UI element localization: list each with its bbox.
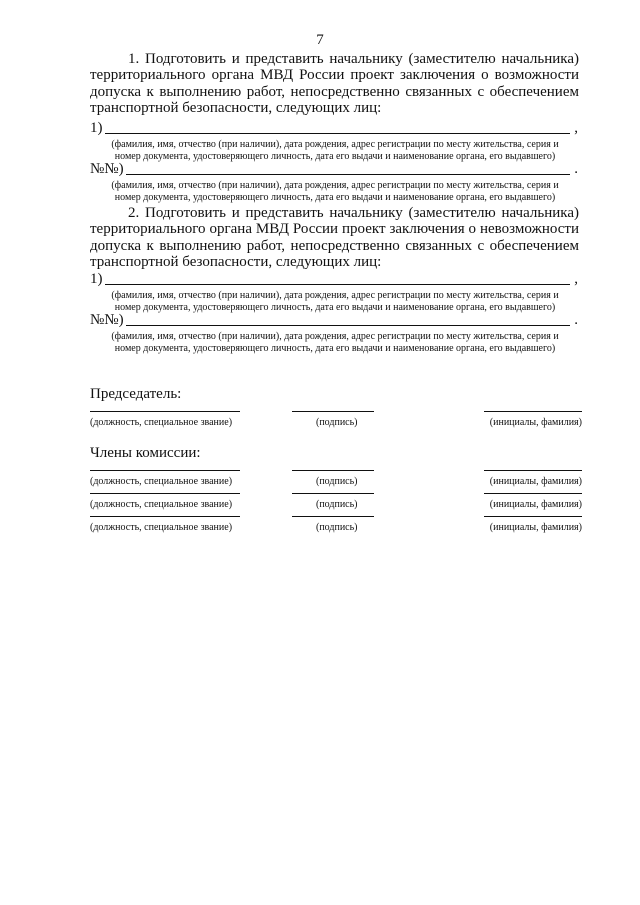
section-2-person-n-hint (90, 331, 580, 354)
hint-line: (фамилия, имя, отчество (при наличии), дата рождения, адрес регистрации по месту жительства, серия и (111, 290, 559, 301)
fill-line (120, 325, 570, 326)
section-1-person-1-hint (90, 139, 580, 162)
fill-line (120, 174, 570, 175)
item-label: 1) (90, 271, 103, 287)
name-line[interactable] (484, 411, 582, 412)
item-label: №№) (90, 312, 124, 328)
name-caption: (инициалы, фамилия) (489, 499, 582, 510)
item-punct: . (574, 312, 578, 328)
fill-line (104, 133, 570, 134)
position-caption: (должность, специальное звание) (90, 476, 233, 487)
hint-line: номер документа, удостоверяющего личность, дата его выдачи и наименование органа, его выдавшего) (114, 150, 556, 162)
signature-line[interactable] (292, 493, 374, 494)
position-line[interactable] (90, 470, 240, 471)
name-line[interactable] (484, 470, 582, 471)
hint-line: номер документа, удостоверяющего личность, дата его выдачи и наименование органа, его выдавшего) (114, 342, 556, 354)
page-number: 7 (316, 32, 324, 48)
hint-line: номер документа, удостоверяющего личность, дата его выдачи и наименование органа, его выдавшего) (114, 301, 556, 313)
position-line[interactable] (90, 516, 240, 517)
section-2-person-n-field[interactable] (90, 312, 580, 329)
name-caption: (инициалы, фамилия) (489, 417, 582, 428)
commission-signature-row (90, 470, 582, 488)
hint-line: (фамилия, имя, отчество (при наличии), дата рождения, адрес регистрации по месту жительства, серия и (111, 139, 559, 150)
section-1-line: транспортной безопасности, следующих лиц: (90, 100, 382, 117)
item-punct: , (574, 120, 578, 136)
signature-line[interactable] (292, 411, 374, 412)
position-caption: (должность, специальное звание) (90, 417, 233, 428)
position-line[interactable] (90, 411, 240, 412)
signature-line[interactable] (292, 470, 374, 471)
section-2-line: 2. Подготовить и представить начальнику (заместителю начальника) (128, 205, 579, 221)
section-2-line: допуска к выполнению работ, непосредственно связанных с обеспечением (90, 237, 579, 254)
commission-signature-row (90, 493, 582, 511)
section-2-person-1-field[interactable] (90, 271, 580, 288)
signature-caption: (подпись) (316, 499, 358, 510)
section-2-text (90, 205, 579, 271)
signature-line[interactable] (292, 516, 374, 517)
item-label: №№) (90, 161, 124, 177)
signature-caption: (подпись) (316, 522, 358, 533)
section-1-text (90, 51, 579, 117)
section-1-person-1-field[interactable] (90, 120, 580, 137)
signature-caption: (подпись) (316, 417, 358, 428)
chairman-signature-row (90, 411, 582, 429)
section-2-line: территориального органа МВД России проект заключения о невозможности (90, 221, 579, 238)
name-caption: (инициалы, фамилия) (489, 476, 582, 487)
fill-line (104, 284, 570, 285)
section-1-person-n-hint (90, 180, 580, 203)
position-caption: (должность, специальное звание) (90, 499, 233, 510)
section-1-line: допуска к выполнению работ, непосредственно связанных с обеспечением (90, 83, 579, 100)
commission-signature-row (90, 516, 582, 534)
hint-line: (фамилия, имя, отчество (при наличии), дата рождения, адрес регистрации по месту жительства, серия и (111, 331, 559, 342)
name-caption: (инициалы, фамилия) (489, 522, 582, 533)
name-line[interactable] (484, 493, 582, 494)
section-2-person-1-hint (90, 290, 580, 313)
section-1-person-n-field[interactable] (90, 161, 580, 178)
name-line[interactable] (484, 516, 582, 517)
item-label: 1) (90, 120, 103, 136)
position-line[interactable] (90, 493, 240, 494)
item-punct: , (574, 271, 578, 287)
hint-line: (фамилия, имя, отчество (при наличии), дата рождения, адрес регистрации по месту жительства, серия и (111, 180, 559, 191)
section-2-line: транспортной безопасности, следующих лиц: (90, 254, 382, 271)
commission-heading: Члены комиссии: (90, 445, 201, 461)
hint-line: номер документа, удостоверяющего личность, дата его выдачи и наименование органа, его выдавшего) (114, 191, 556, 203)
item-punct: . (574, 161, 578, 177)
chairman-heading: Председатель: (90, 386, 182, 402)
signature-caption: (подпись) (316, 476, 358, 487)
section-1-line: 1. Подготовить и представить начальнику (заместителю начальника) (128, 51, 579, 67)
position-caption: (должность, специальное звание) (90, 522, 233, 533)
section-1-line: территориального органа МВД России проект заключения о возможности (90, 67, 579, 84)
